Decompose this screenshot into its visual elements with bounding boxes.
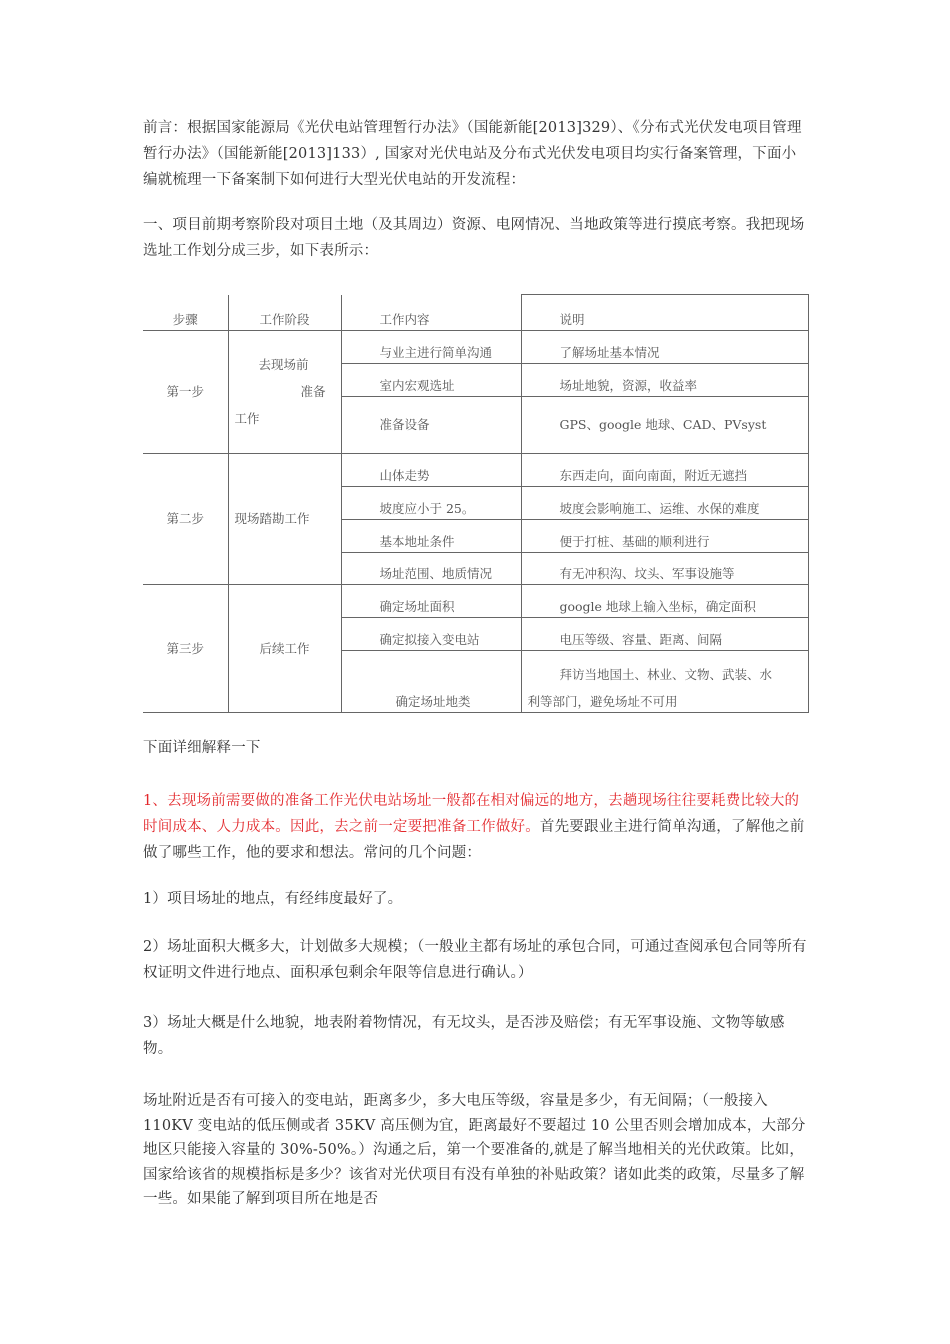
header-stage: 工作阶段 — [228, 295, 341, 331]
cell-content: 确定拟接入变电站 — [341, 618, 521, 651]
cell-content: 室内宏观选址 — [341, 364, 521, 397]
cell-content: 确定场址地类 — [341, 651, 521, 713]
substation-paragraph: 场址附近是否有可接入的变电站，距离多少，多大电压等级，容量是多少，有无间隔；（一般接入 110KV 变电站的低压侧或者 35KV 高压侧为宜，距离最好不要超过 10 公里否则会增加成本，大部分地区只能接入容量的 30%-50%。）沟通之后，第一个要准备的,就是了解当地相关的光伏政策。比如，国家给该省的规模指标是多少？该省对光伏项目有没有单独的补贴政策？诸如此类的政策，尽量多了解一些。如果能了解到项目所在地是否 — [143, 1093, 806, 1207]
cell-content: 确定场址面积 — [341, 585, 521, 618]
table-row — [143, 585, 808, 618]
cell-desc: GPS、google 地球、CAD、PVsyst — [521, 397, 808, 454]
header-content: 工作内容 — [341, 295, 521, 331]
stage-line-2: 准备 — [300, 384, 326, 399]
cell-desc: 东西走向，面向南面，附近无遮挡 — [521, 454, 808, 487]
cell-desc: 便于打桩、基础的顺利进行 — [521, 520, 808, 553]
cell-desc: 了解场址基本情况 — [521, 331, 808, 364]
step-1-stage — [228, 331, 341, 454]
stage-line-3: 工作 — [234, 411, 260, 426]
cell-desc: 有无冲积沟、坟头、军事设施等 — [521, 553, 808, 585]
table-row — [143, 454, 808, 487]
header-step: 步骤 — [143, 295, 228, 331]
cell-content: 山体走势 — [341, 454, 521, 487]
section-1-heading: 一、项目前期考察阶段对项目土地（及其周边）资源、电网情况、当地政策等进行摸底考察。我把现场选址工作划分成三步，如下表所示： — [143, 217, 805, 259]
point-1-highlight: 1、去现场前需要做的准备工作光伏电站场址一般都在相对偏远的地方，去趟现场往往要耗费比较大的时间成本、人力成本。因此，去之前一定要把准备工作做好。 — [143, 793, 800, 835]
table-header-row — [143, 295, 808, 331]
cell-content: 准备设备 — [341, 397, 521, 454]
table-row — [143, 331, 808, 364]
cell-desc: google 地球上输入坐标，确定面积 — [521, 585, 808, 618]
question-2: 2）场址面积大概多大，计划做多大规模；（一般业主都有场址的承包合同，可通过查阅承包合同等所有权证明文件进行地点、面积承包剩余年限等信息进行确认。） — [143, 939, 807, 981]
stage-line-1: 去现场前 — [258, 357, 309, 372]
step-3-stage: 后续工作 — [228, 585, 341, 713]
step-2-label: 第二步 — [143, 454, 228, 585]
cell-content: 场址范围、地质情况 — [341, 553, 521, 585]
step-2-stage: 现场踏勘工作 — [228, 454, 341, 585]
question-1: 1）项目场址的地点，有经纬度最好了。 — [143, 891, 403, 907]
point-1-paragraph — [143, 788, 811, 866]
step-3-label: 第三步 — [143, 585, 228, 713]
cell-content: 坡度应小于 25。 — [341, 487, 521, 520]
desc-line-2: 利等部门，避免场址不可用 — [527, 694, 678, 709]
step-1-label: 第一步 — [143, 331, 228, 454]
question-3: 3）场址大概是什么地貌，地表附着物情况，有无坟头，是否涉及赔偿；有无军事设施、文物等敏感物。 — [143, 1015, 785, 1057]
detail-intro: 下面详细解释一下 — [143, 740, 261, 756]
desc-line-1: 拜访当地国土、林业、文物、武装、水 — [559, 667, 773, 682]
cell-content: 与业主进行简单沟通 — [341, 331, 521, 364]
cell-desc: 场址地貌，资源，收益率 — [521, 364, 808, 397]
cell-desc: 电压等级、容量、距离、间隔 — [521, 618, 808, 651]
cell-desc — [521, 651, 808, 713]
site-selection-table — [143, 294, 809, 713]
cell-desc: 坡度会影响施工、运维、水保的难度 — [521, 487, 808, 520]
intro-paragraph: 前言：根据国家能源局《光伏电站管理暂行办法》（国能新能[2013]329）、《分布式光伏发电项目管理暂行办法》（国能新能[2013]133）, 国家对光伏电站及分布式光伏发电项目均实行备案管理，下面小编就梳理一下备案制下如何进行大型光伏电站的开发流程： — [143, 120, 802, 188]
header-desc: 说明 — [521, 295, 808, 331]
point-1-rest: 首先要跟业主进行简单沟通，了解他之前做了哪些工作，他的要求和想法。常问的几个问题： — [143, 819, 805, 861]
cell-content: 基本地址条件 — [341, 520, 521, 553]
